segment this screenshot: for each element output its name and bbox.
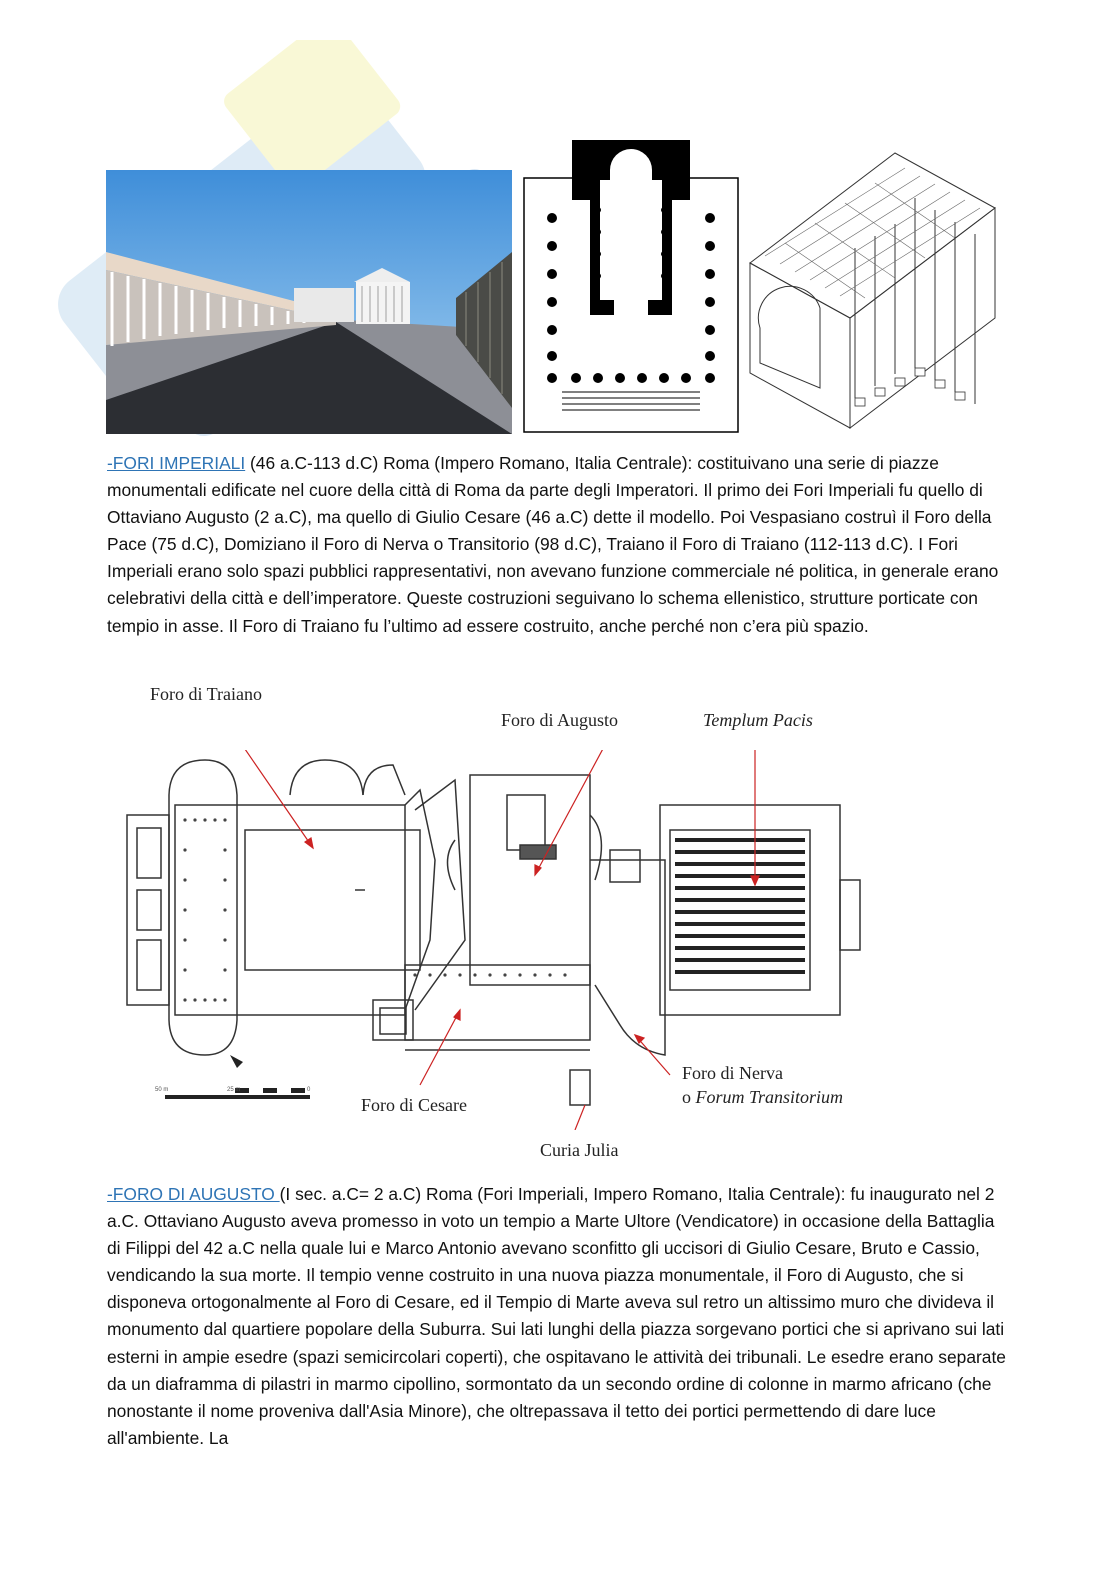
foro-augusto-body: (I sec. a.C= 2 a.C) Roma (Fori Imperiali, Impero Romano, Italia Centrale): fu inaugurato nel 2 a.C. Ottaviano Augusto aveva promesso in voto un tempio a Marte Ultore (Vendicatore) in occasione della Battaglia di Filippi del 42 a.C nella quale lui e Marco Antonio avevano sconfitto gli uccisori di Giulio Cesare, Bruto e Cassio, vendicando la sua morte. Il tempio venne costruito in una nuova piazza monumentale, il Foro di Augusto, che si disponeva ortogonalmente al Foro di Cesare, ed il Tempio di Marte aveva sul retro un altissimo muro che divideva il monumento dal quartiere popolare della Suburra. Sui lati lunghi della piazza sorgevano portici che si aprivano sui lati esterni in ampie esedre (spazi semicircolari coperti), che ospitavano le attività dei tribunali. Le esedre erano separate da un diaframma di pilastri in marmo cipollino, sormontato da un secondo ordine di colonne in marmo africano (che nonostante il nome proveniva dall'Asia Minore), che oltrepassava il tetto dei portici permettendo di dare luce all'ambiente. La: [107, 1184, 1006, 1448]
foro-augusto-heading-link[interactable]: -FORO DI AUGUSTO: [107, 1184, 280, 1204]
fori-imperiali-body: (46 a.C-113 d.C) Roma (Impero Romano, Italia Centrale): costituivano una serie di piazze monumentali edificate nel cuore della città di Roma da parte degli Imperatori. Il primo dei Fori Imperiali fu quello di Ottaviano Augusto (2 a.C), ma quello di Giulio Cesare (46 a.C) dette il modello. Poi Vespasiano costruì il Foro della Pace (75 d.C), Domiziano il Foro di Nerva o Transitorio (98 d.C), Traiano il Foro di Traiano (112-113 d.C). I Fori Imperiali erano solo spazi pubblici rappresentativi, non avevano funzione commerciale né politica, in generale erano celebrativi della città e dell’imperatore. Queste costruzioni seguivano lo schema ellenistico, strutture porticate con tempio in asse. Il Foro di Traiano fu l’ultimo ad essere costruito, anche perché non c’era più spazio.: [107, 453, 999, 636]
fori-imperiali-heading-link[interactable]: -FORI IMPERIALI: [107, 453, 246, 473]
label-foro-augusto: Foro di Augusto: [501, 710, 619, 730]
label-foro-traiano: Foro di Traiano: [150, 684, 263, 704]
scale-label-right: 0: [307, 1087, 311, 1093]
label-curia-julia: Curia Julia: [540, 1140, 619, 1160]
label-foro-nerva: Foro di Nerva: [682, 1063, 783, 1083]
paragraph-fori-imperiali: [107, 450, 1012, 640]
label-forum-transitorium: o Forum Transitorium: [682, 1087, 844, 1107]
temple-floor-plan: [522, 140, 740, 434]
forum-rendering-image: [106, 170, 512, 434]
scale-label-left: 50 m: [155, 1087, 169, 1093]
temple-axonometric-drawing: [745, 148, 1000, 433]
paragraph-foro-augusto: [107, 1181, 1012, 1452]
scale-label-mid: 25 m: [227, 1087, 241, 1093]
label-templum-pacis: Templum Pacis: [703, 710, 813, 730]
label-foro-cesare: Foro di Cesare: [361, 1095, 467, 1115]
